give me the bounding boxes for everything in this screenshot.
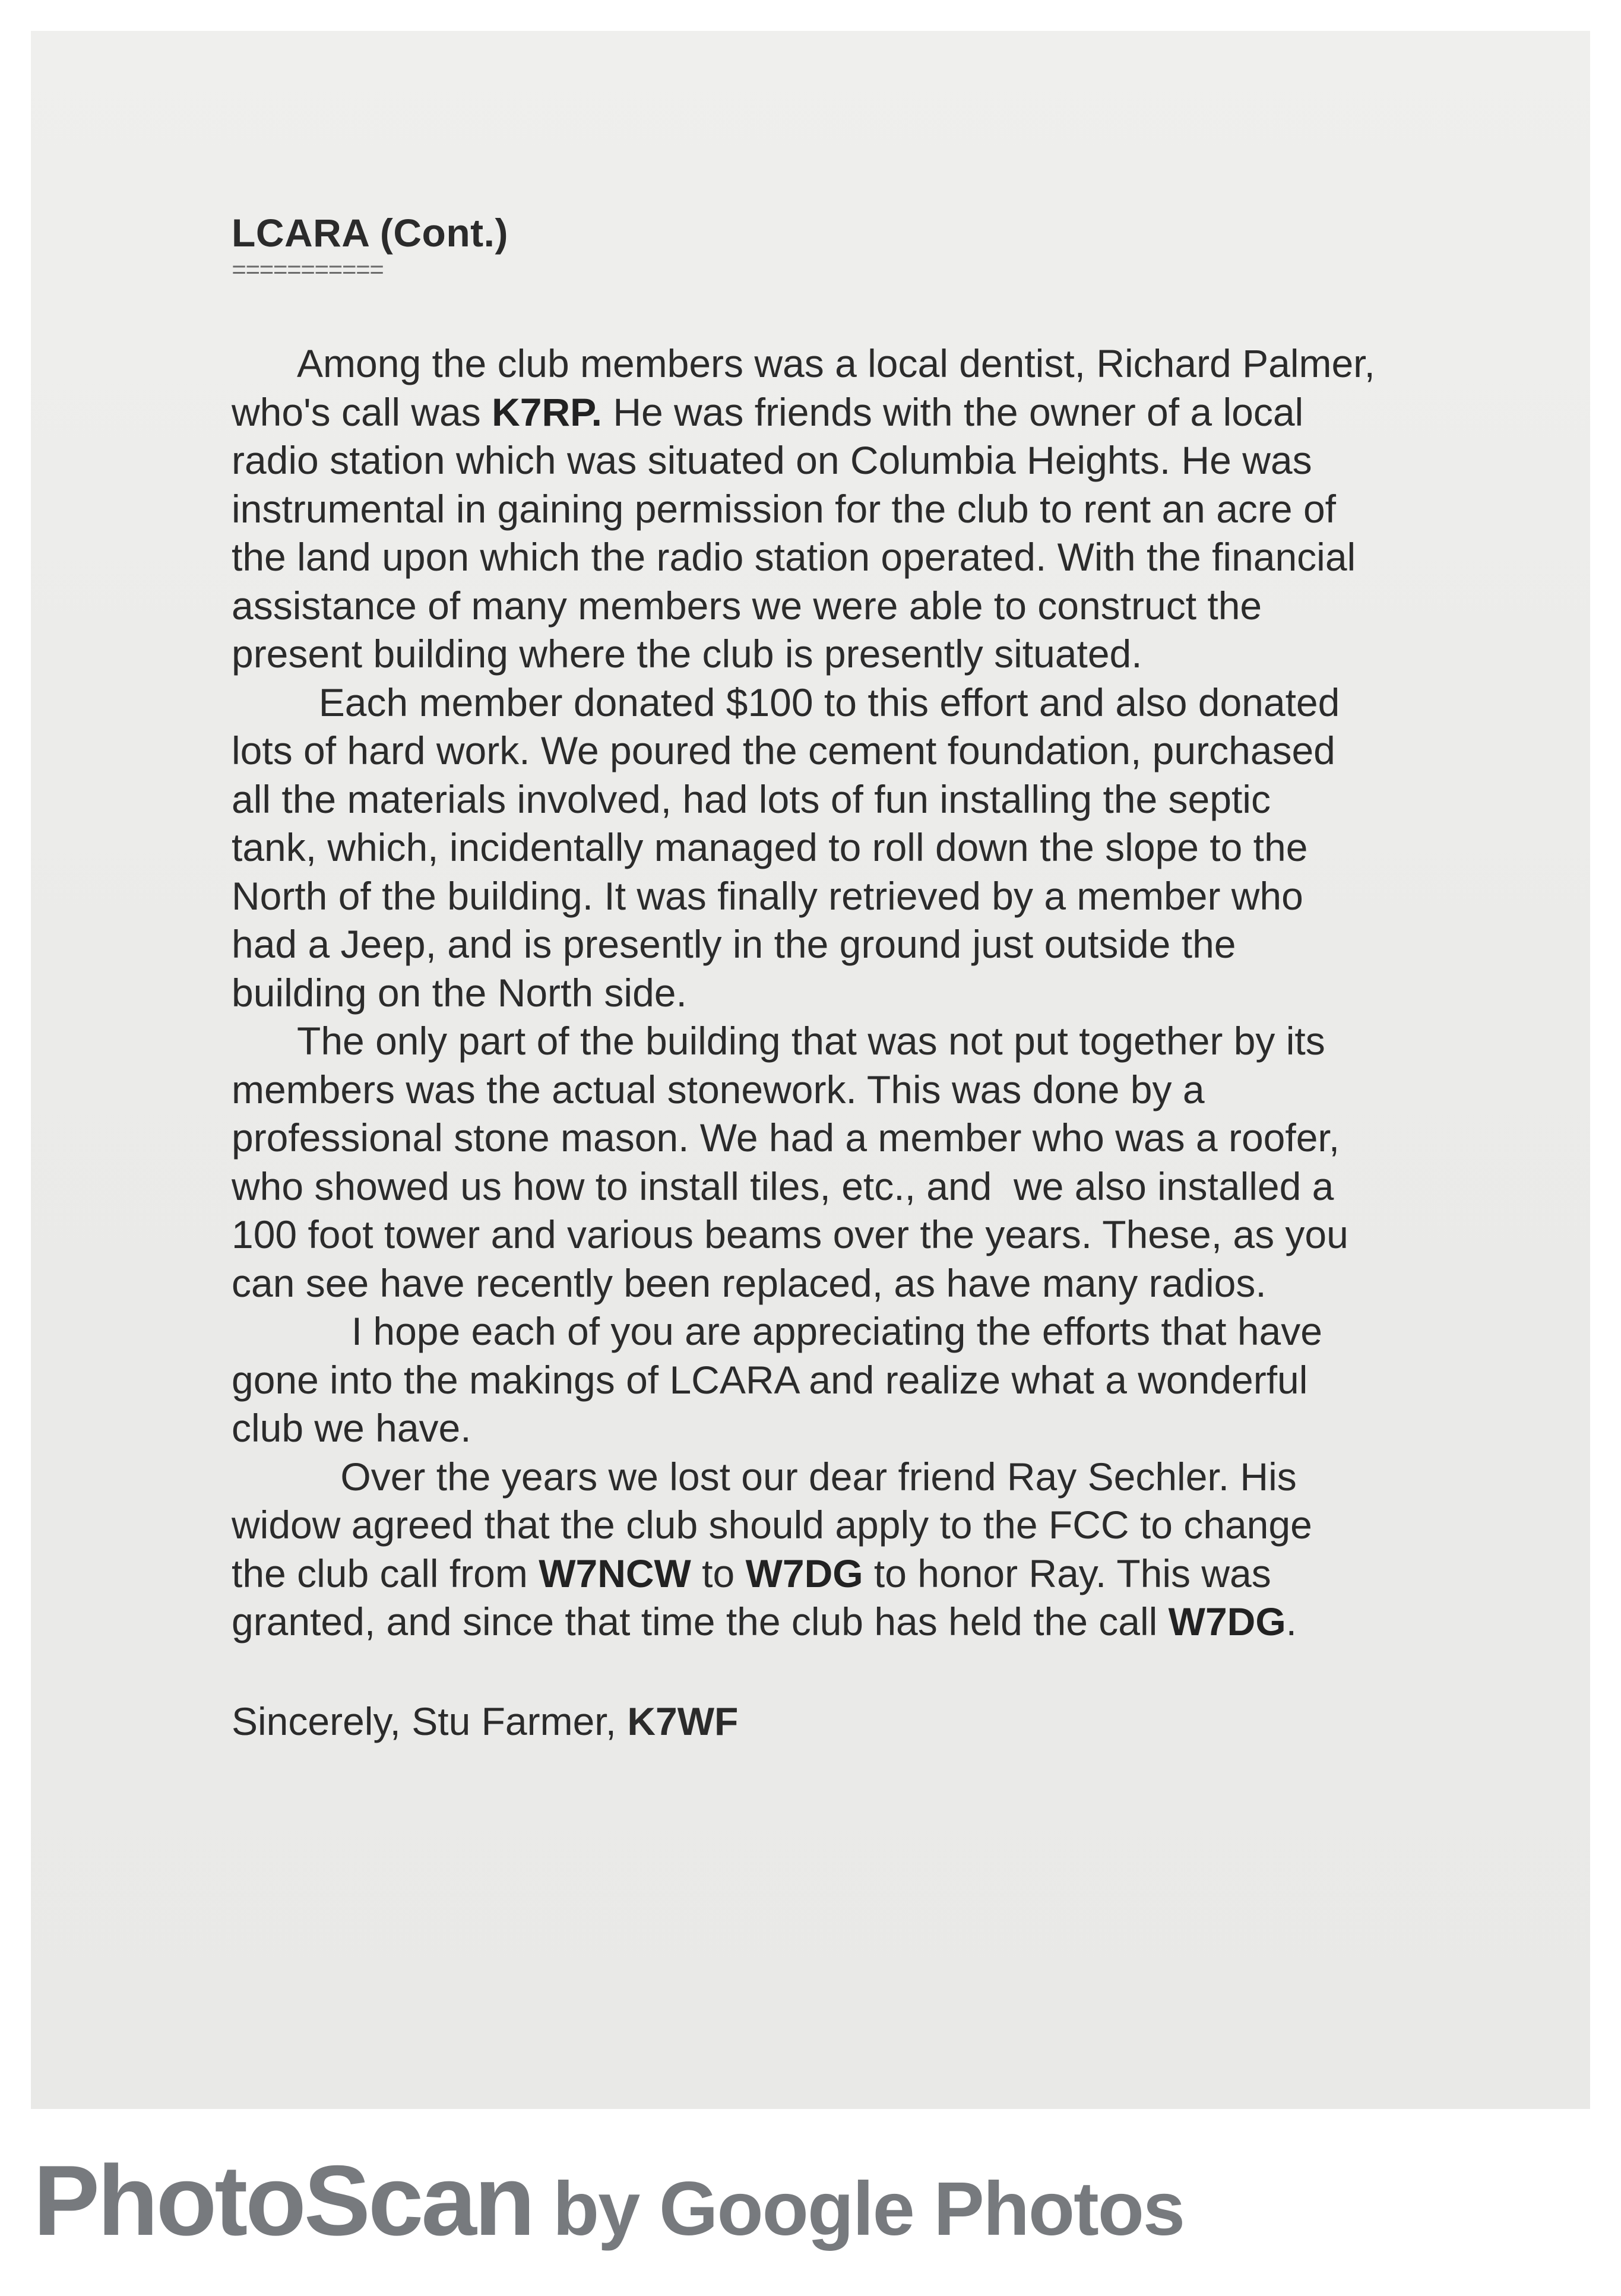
callsign-w7dg: W7DG: [1168, 1600, 1286, 1643]
signoff: Sincerely, Stu Farmer, K7WF: [232, 1699, 739, 1743]
paragraph: I hope each of you are appreciating the efforts that have gone into the makings of LCARA and realize what a wonderful club we have.: [232, 1309, 1322, 1450]
letter-body: [232, 340, 1484, 1646]
callsign-w7dg: W7DG: [745, 1551, 863, 1595]
paragraph: Over the years we lost our dear friend Ray Sechler. His widow agreed that the club should apply to the FCC to change the club call from W7NCW to W7DG to honor Ray. This was granted, and since that time the club has held the call W7DG.: [232, 1454, 1312, 1643]
paragraph: Among the club members was a local dentist, Richard Palmer, who's call was K7RP. He was friends with the owner of a local radio station which was situated on Columbia Heights. He was instrumental in gaining permission for the club to rent an acre of the land upon which the radio station operated. With the financial assistance of many members we were able to construct the present building where the club is presently situated.: [232, 341, 1375, 676]
title-underline: ===========: [232, 257, 384, 286]
callsign-w7ncw: W7NCW: [539, 1551, 691, 1595]
page-title: LCARA (Cont.): [232, 211, 508, 255]
callsign-k7rp: K7RP.: [492, 389, 602, 434]
paragraph: The only part of the building that was not put together by its members was the actual stonework. This was done by a professional stone mason. We had a member who was a roofer, who showed us how to install tiles, etc., and we also installed a 100 foot tower and various beams over the years. These, as you can see have recently been replaced, as have many radios.: [232, 1019, 1348, 1305]
photoscan-brand: PhotoScan: [33, 2145, 533, 2256]
photoscan-by-google-photos: by Google Photos: [533, 2167, 1185, 2251]
signoff-callsign: K7WF: [627, 1699, 739, 1743]
photoscan-watermark: [33, 2143, 1184, 2258]
scanned-page: [31, 31, 1590, 2109]
letter: [232, 209, 1484, 1746]
paragraph: Each member donated $100 to this effort and also donated lots of hard work. We poured the cement foundation, purchased all the materials involved, had lots of fun installing the septic tank, which, incidentally managed to roll down the slope to the North of the building. It was finally retrieved by a member who had a Jeep, and is presently in the ground just outside the building on the North side.: [232, 680, 1340, 1015]
